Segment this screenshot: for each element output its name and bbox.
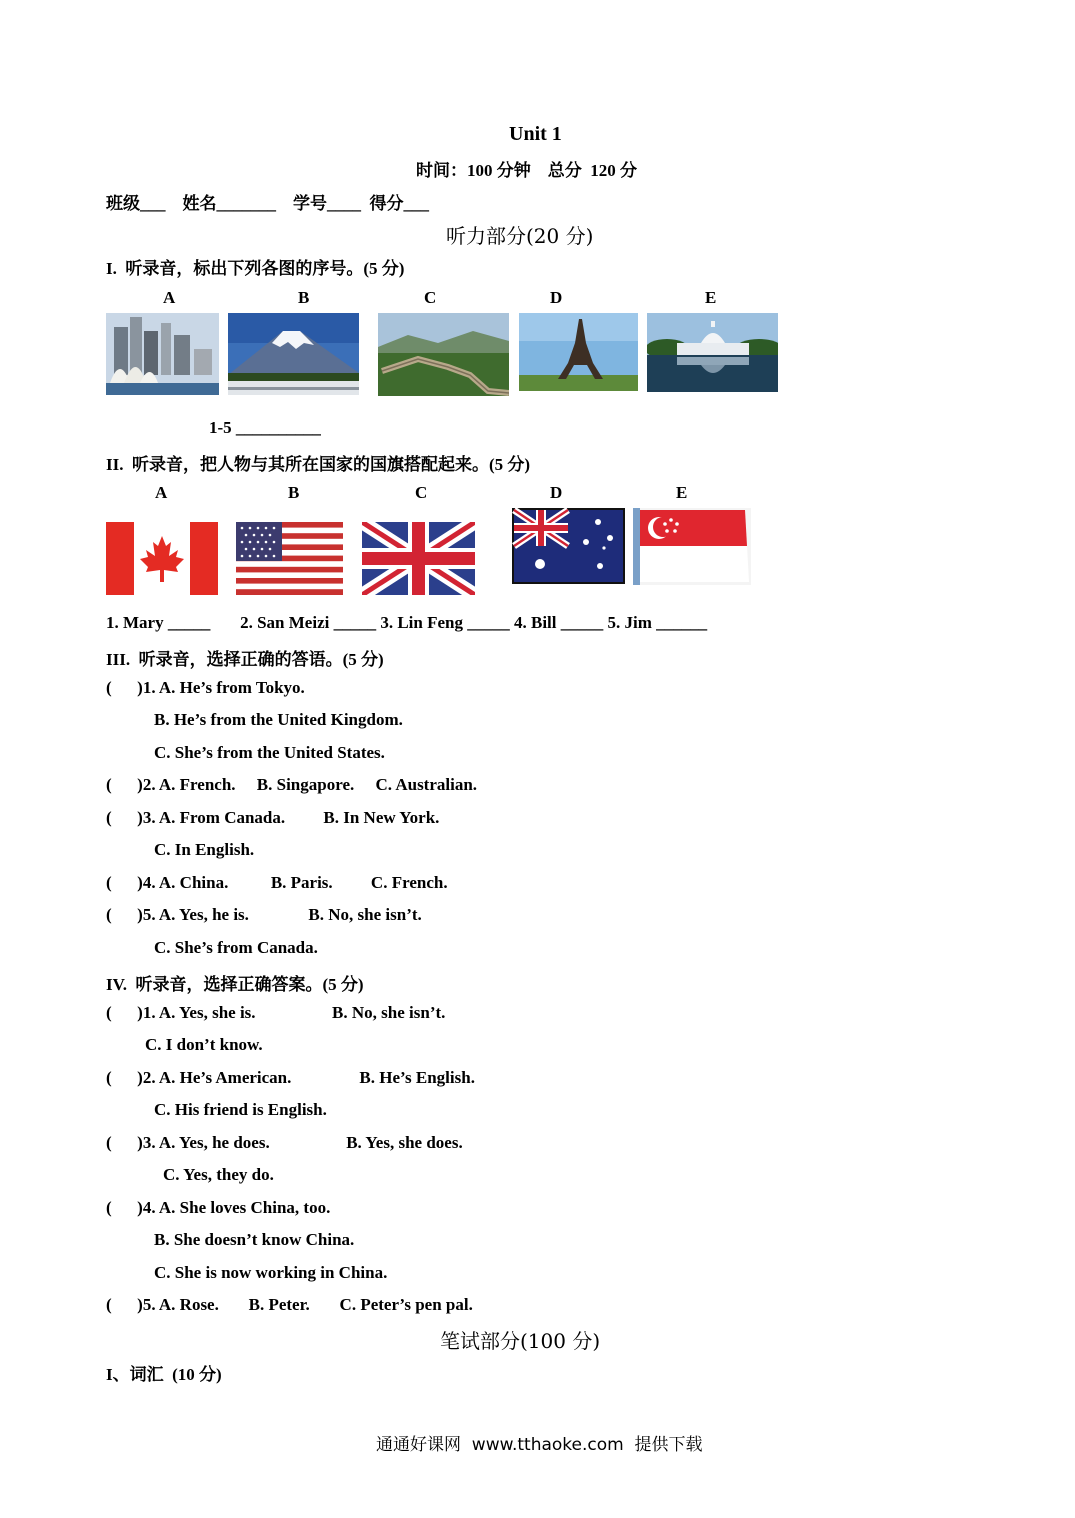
mount-fuji-picture — [228, 313, 359, 395]
footer-text: 通通好课网 www.tthaoke.com 提供下载 — [376, 1435, 703, 1455]
part3-q1-option-c: C. She’s from the United States. — [154, 743, 385, 762]
part4-q1: ( )1. A. Yes, she is. B. No, she isn’t. — [106, 1003, 446, 1022]
part3-q5: ( )5. A. Yes, he is. B. No, she isn’t. — [106, 905, 422, 924]
flag-label-e: E — [676, 483, 688, 502]
part4-q1-option-c: C. I don’t know. — [145, 1035, 263, 1054]
picture-label-a: A — [163, 288, 176, 307]
eiffel-tower-picture — [519, 313, 638, 391]
australia-flag — [512, 508, 625, 584]
usa-flag — [236, 522, 343, 595]
part1-answer-line: 1-5 __________ — [209, 418, 321, 437]
flag-label-c: C — [415, 483, 428, 502]
picture-label-c: C — [424, 288, 437, 307]
student-info-line: 班级___ 姓名_______ 学号____ 得分___ — [106, 194, 429, 213]
time-score-line: 时间：100 分钟 总分 120 分 — [416, 161, 637, 180]
part3-q3: ( )3. A. From Canada. B. In New York. — [106, 808, 440, 827]
writing-section-heading: 笔试部分(100 分) — [440, 1329, 601, 1353]
flag-label-d: D — [550, 483, 563, 502]
us-capitol-picture — [647, 313, 778, 392]
part3-q1: ( )1. A. He’s from Tokyo. — [106, 678, 305, 697]
part4-q3-option-c: C. Yes, they do. — [163, 1165, 274, 1184]
writing-part1-heading: I、词汇 (10 分) — [106, 1365, 222, 1384]
uk-flag — [362, 522, 475, 595]
part1-heading: I. 听录音，标出下列各图的序号。(5 分) — [106, 259, 405, 278]
part2-answer-line: 1. Mary _____ 2. San Meizi _____ 3. Lin Feng _____ 4. Bill _____ 5. Jim ______ — [106, 613, 708, 632]
part4-q2: ( )2. A. He’s American. B. He’s English. — [106, 1068, 475, 1087]
part3-q5-option-c: C. She’s from Canada. — [154, 938, 318, 957]
flag-label-a: A — [155, 483, 168, 502]
part4-q4-option-c: C. She is now working in China. — [154, 1263, 388, 1282]
canada-flag — [106, 522, 218, 595]
part4-q3: ( )3. A. Yes, he does. B. Yes, she does. — [106, 1133, 463, 1152]
part3-heading: III. 听录音，选择正确的答语。(5 分) — [106, 650, 384, 669]
sydney-opera-house-picture — [106, 313, 219, 395]
part4-q2-option-c: C. His friend is English. — [154, 1100, 327, 1119]
part3-q2: ( )2. A. French. B. Singapore. C. Australian. — [106, 775, 478, 794]
flag-label-b: B — [288, 483, 300, 502]
part4-q4-option-b: B. She doesn’t know China. — [154, 1230, 355, 1249]
picture-label-e: E — [705, 288, 717, 307]
part4-heading: IV. 听录音，选择正确答案。(5 分) — [106, 975, 364, 994]
part3-q3-option-c: C. In English. — [154, 840, 255, 859]
part2-heading: II. 听录音，把人物与其所在国家的国旗搭配起来。(5 分) — [106, 455, 531, 474]
part4-q4: ( )4. A. She loves China, too. — [106, 1198, 331, 1217]
picture-label-d: D — [550, 288, 563, 307]
part3-q1-option-b: B. He’s from the United Kingdom. — [154, 710, 403, 729]
part4-q5: ( )5. A. Rose. B. Peter. C. Peter’s pen pal. — [106, 1295, 473, 1314]
page-title: Unit 1 — [509, 123, 562, 145]
picture-label-b: B — [298, 288, 310, 307]
part3-q4: ( )4. A. China. B. Paris. C. French. — [106, 873, 448, 892]
listening-section-heading: 听力部分(20 分) — [446, 224, 594, 248]
great-wall-picture — [378, 313, 509, 396]
singapore-flag — [633, 508, 751, 585]
